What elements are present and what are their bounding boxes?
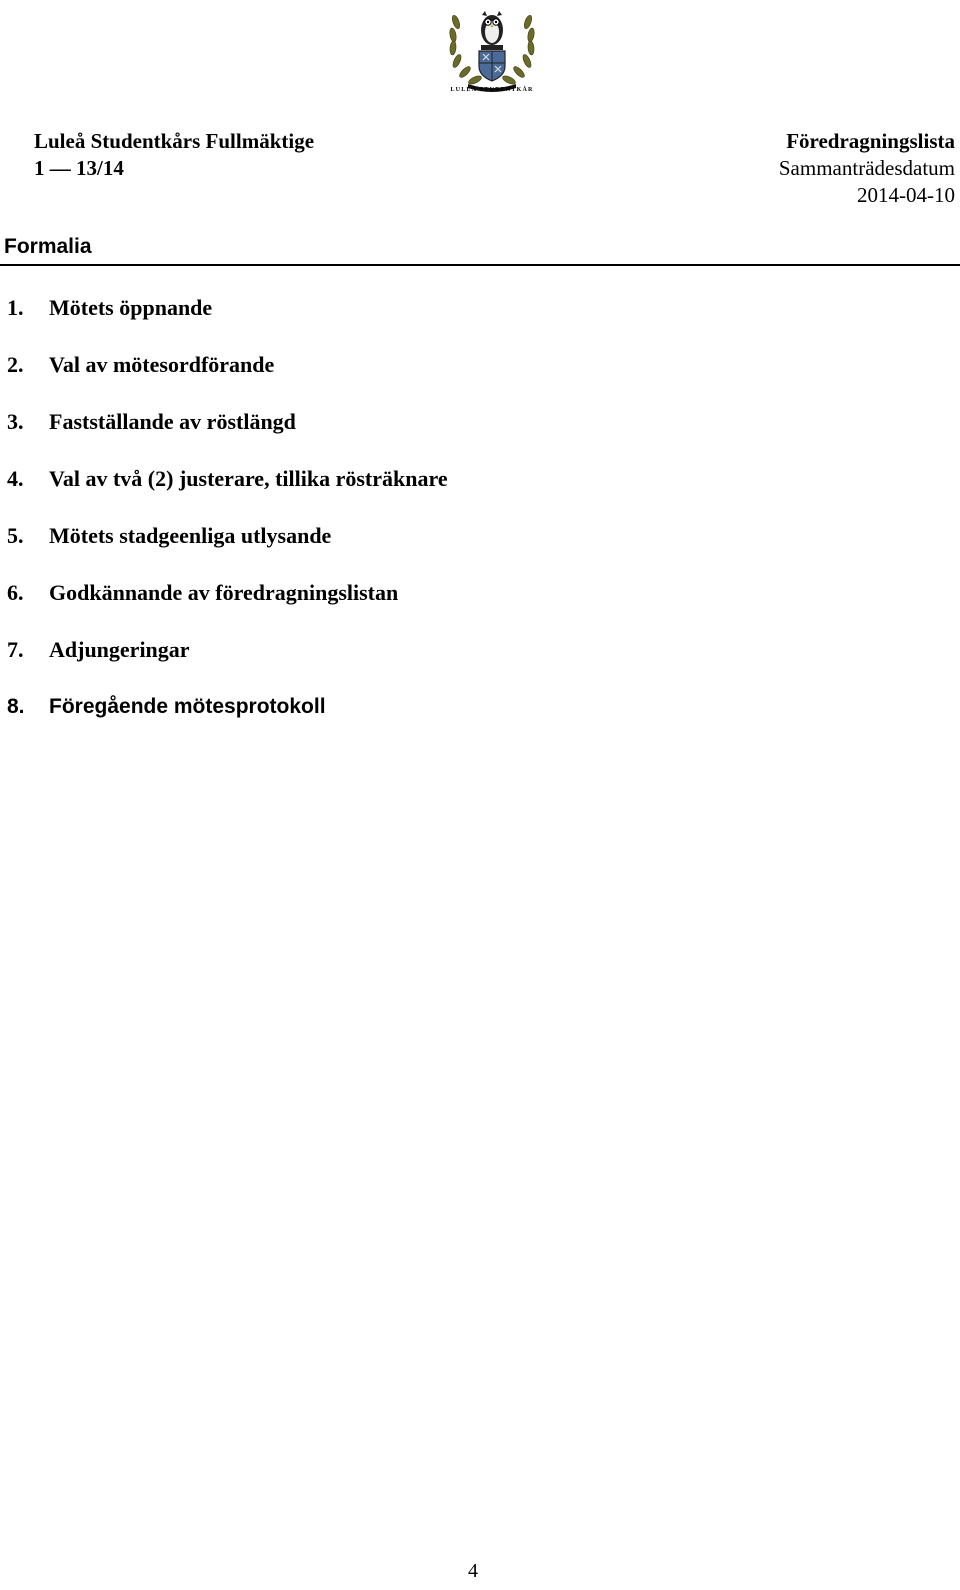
agenda-item-text: Föregående mötesprotokoll [49,695,326,718]
agenda-item-text: Mötets stadgeenliga utlysande [49,523,332,548]
meeting-date: 2014-04-10 [857,183,955,207]
header-right [779,128,955,209]
agenda-item-number: 5. [7,523,24,548]
agenda-item [7,350,448,407]
organisation-name: Luleå Studentkårs Fullmäktige [34,129,315,153]
section-title: Formalia [4,235,92,258]
section-divider [0,264,960,266]
agenda-list [7,293,448,749]
agenda-item-number: 3. [7,409,24,434]
header-left [34,128,314,182]
agenda-item-text: Mötets öppnande [49,295,213,320]
agenda-item-number: 2. [7,352,24,377]
agenda-item [7,521,448,578]
agenda-item [7,464,448,521]
agenda-item-text: Fastställande av röstlängd [49,409,296,434]
agenda-item-text: Adjungeringar [49,637,190,662]
agenda-item [7,578,448,635]
agenda-item [7,407,448,464]
agenda-item-number: 7. [7,637,24,662]
owl-crest-logo [446,2,538,98]
document-type: Föredragningslista [786,129,955,153]
agenda-item-text: Godkännande av föredragningslistan [49,580,399,605]
agenda-item [7,293,448,350]
agenda-item [7,635,448,692]
agenda-item-number: 1. [7,295,24,320]
agenda-item-number: 6. [7,580,24,605]
agenda-item-number: 4. [7,466,24,491]
owl-crest-icon [446,2,538,98]
page-number: 4 [468,1560,478,1582]
agenda-item-number: 8. [7,695,25,718]
meeting-number: 1 — 13/14 [34,156,124,180]
date-label: Sammanträdesdatum [778,156,955,180]
logo-caption: LULEÅ STUDENTKÅR [450,87,534,93]
agenda-item-text: Val av mötesordförande [49,352,275,377]
agenda-item-text: Val av två (2) justerare, tillika rösträknare [49,466,448,491]
agenda-item [7,692,448,749]
